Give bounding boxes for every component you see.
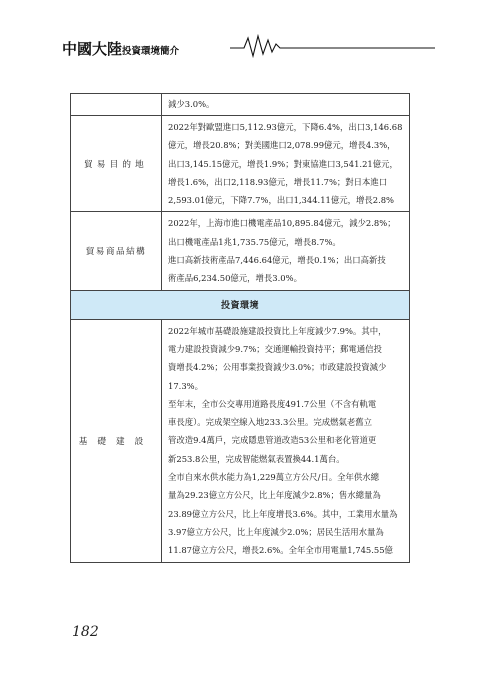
text-line: 減少3.0%。 — [168, 99, 215, 110]
text-line: 2,593.01億元，下降7.7%，出口1,344.11億元，增長2.8% — [168, 195, 395, 206]
text-line: 17.3%。 — [168, 380, 203, 391]
text-line: 2022年，上海市進口機電產品10,895.84億元，減少2.8%； — [168, 218, 396, 229]
text-line: 進口高新技術產品7,446.64億元，增長0.1%；出口高新技 — [168, 255, 386, 266]
text-line: 至年末，全市公交專用道路長度491.7公里（不含有軌電 — [168, 398, 377, 409]
text-line: 11.87億立方公尺，增長2.6%。全年全市用電量1,745.55億 — [168, 545, 393, 556]
trade-destination-cell — [162, 116, 410, 212]
text-line: 出口3,145.15億元，增長1.9%；對東協進口3,541.21億元， — [168, 158, 398, 169]
table-row — [71, 212, 410, 290]
text-line: 術產品6,234.50億元，增長3.0%。 — [168, 273, 302, 284]
row-label-trade-destination: 貿易目的地 — [71, 116, 162, 212]
text-line: 電力建設投資減少9.7%；交通運輸投資持平；郵電通信投 — [168, 343, 382, 354]
text-line: 全市自來水供水能力為1,229萬立方公尺/日。全年供水總 — [168, 472, 380, 483]
page-number: 182 — [72, 624, 99, 640]
text-line: 車長度）。完成架空線入地233.3公里。完成燃氣老舊立 — [168, 417, 373, 428]
text-line: 2022年城市基礎設施建設投資比上年度減少7.9%。其中， — [168, 325, 387, 336]
text-line: 23.89億立方公尺，比上年度增長3.6%。其中，工業用水量為 — [168, 508, 398, 519]
section-title: 投資環境 — [71, 290, 410, 319]
text-line: 億元，增長20.8%；對美國進口2,078.99億元，增長4.3%， — [168, 140, 396, 151]
row-label-empty — [71, 94, 162, 116]
header-title — [62, 38, 179, 59]
table-row — [71, 116, 410, 212]
header-waveform-decoration — [230, 34, 435, 58]
text-line: 2022年對歐盟進口5,112.93億元，下降6.4%，出口3,146.68 — [168, 122, 403, 132]
text-line: 管改造9.4萬戶，完成隱患管道改造53公里和老化管道更 — [168, 435, 377, 446]
table-row — [71, 319, 410, 562]
page-header — [62, 36, 432, 56]
table-row — [71, 290, 410, 319]
text-line: 3.97億立方公尺，比上年度減少2.0%；居民生活用水量為 — [168, 526, 384, 537]
info-table — [70, 93, 410, 563]
row-label-trade-structure: 貿易商品結構 — [71, 212, 162, 290]
row-label-infrastructure: 基礎建設 — [71, 319, 162, 562]
header-title-main: 中國大陸 — [62, 40, 123, 58]
table-row — [71, 94, 410, 116]
trade-structure-cell — [162, 212, 410, 290]
infrastructure-cell — [162, 319, 410, 562]
continuation-cell — [162, 94, 410, 116]
header-title-sub: 投資環境簡介 — [122, 46, 180, 57]
text-line: 新253.8公里，完成智能燃氣表置換44.1萬台。 — [168, 453, 345, 464]
text-line: 資增長4.2%；公用事業投資減少3.0%；市政建設投資減少 — [168, 362, 387, 373]
text-line: 出口機電產品1兆1,735.75億元，增長8.7%。 — [168, 236, 341, 247]
text-line: 增長1.6%，出口2,118.93億元，增長11.7%；對日本進口 — [168, 176, 388, 187]
text-line: 量為29.23億立方公尺，比上年度減少2.8%；售水總量為 — [168, 490, 381, 501]
